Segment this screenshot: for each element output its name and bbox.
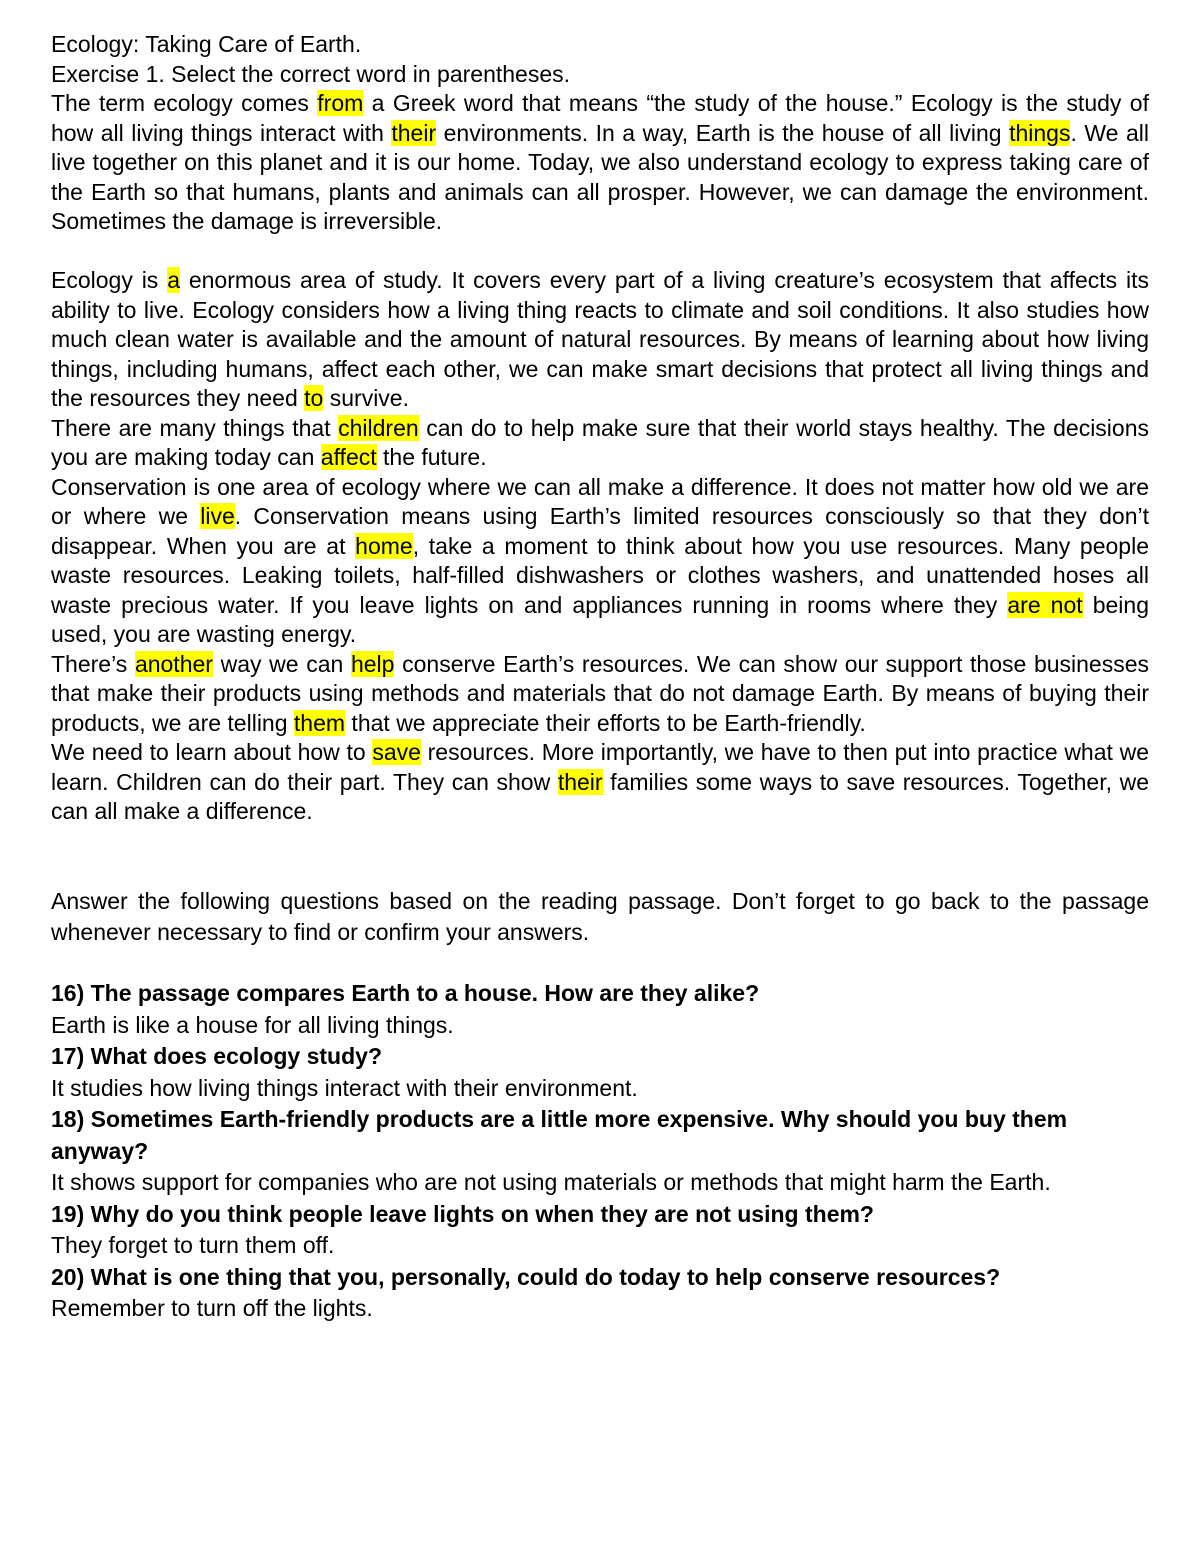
highlighted-answer-word: save: [372, 739, 421, 765]
question-20: 20) What is one thing that you, personally, could do today to help conserve resources?: [51, 1263, 1001, 1290]
passage-paragraph: [51, 738, 1149, 827]
answer-18: It shows support for companies who are not using materials or methods that might harm the Earth.: [51, 1169, 1051, 1195]
passage-text: resources. More importantly, we have to then put into practice what we learn. Children can do their part. They can show: [51, 739, 1149, 795]
passage-text: We need to learn about how to: [51, 739, 373, 765]
passage-paragraph: [51, 266, 1149, 414]
highlighted-answer-word: them: [293, 709, 346, 736]
passage-text: families some ways to save resources. Together, we can all make a difference.: [51, 768, 1150, 824]
passage-text: the future.: [376, 444, 487, 470]
passage-text: The term ecology comes: [51, 90, 318, 116]
passage-text: can do to help make sure that their world stays healthy. The decisions you are making today can: [51, 414, 1149, 470]
answer-19: They forget to turn them off.: [51, 1232, 335, 1258]
exercise-heading: Exercise 1. Select the correct word in parentheses.: [51, 60, 571, 87]
document-title: Ecology: Taking Care of Earth.: [51, 31, 362, 57]
passage-paragraph: [51, 650, 1149, 739]
passage-text: a Greek word that means “the study of the house.” Ecology is the study of how all living things interact with: [51, 90, 1149, 146]
question-17: 17) What does ecology study?: [51, 1043, 382, 1069]
highlighted-answer-word: home: [355, 532, 413, 559]
question-list: [51, 978, 1149, 1325]
highlighted-answer-word: are not: [1007, 591, 1083, 618]
question-18: 18) Sometimes Earth-friendly products are a little more expensive. Why should you buy them anyway?: [51, 1106, 1068, 1164]
passage: [51, 89, 1149, 827]
passage-text: enormous area of study. It covers every part of a living creature’s ecosystem that affects its ability to live. Ecology considers how a living thing reacts to climate and soil conditions. It also studies how much clean water is available and the amount of natural resources. By means of learning about how living things, including humans, affect each other, we can make smart decisions that protect all living things and the resources they need: [51, 267, 1150, 411]
passage-text: Conservation is one area of ecology where we can all make a difference. It does not matter how old we are or where we: [51, 473, 1149, 529]
answer-20: Remember to turn off the lights.: [51, 1295, 373, 1321]
passage-text: , take a moment to think about how you use resources. Many people waste resources. Leaking toilets, half-filled dishwashers or clothes washers, and unattended hoses all waste precious water. If you leave lights on and appliances running in rooms where they: [51, 532, 1149, 618]
answer-instructions: Answer the following questions based on the reading passage. Don’t forget to go back to the passage whenever necessary to find or confirm your answers.: [51, 887, 1149, 945]
highlighted-answer-word: live: [200, 503, 235, 529]
passage-text: environments. In a way, Earth is the house of all living: [436, 119, 1010, 146]
passage-text: There’s: [51, 650, 135, 677]
passage-text: . Conservation means using Earth’s limited resources consciously so that they don’t disappear. When you are at: [51, 503, 1149, 559]
passage-text: There are many things that: [51, 414, 339, 441]
highlighted-answer-word: to: [304, 385, 324, 411]
highlighted-answer-word: their: [557, 768, 603, 795]
passage-text: . We all live together on this planet and it is our home. Today, we also understand ecology to express taking care of the Earth so that humans, plants and animals can all prosper. However, we can damage the environment. Sometimes the damage is irreversible.: [51, 119, 1149, 234]
passage-text: conserve Earth’s resources. We can show our support those businesses that make their products using methods and materials that do not damage Earth. By means of buying their products, we are telling: [51, 650, 1150, 736]
highlighted-answer-word: help: [350, 650, 395, 677]
passage-text: survive.: [323, 385, 409, 411]
highlighted-answer-word: children: [338, 414, 419, 441]
passage-paragraph: [51, 473, 1149, 650]
question-19: 19) Why do you think people leave lights on when they are not using them?: [51, 1200, 874, 1227]
answer-17: It studies how living things interact with their environment.: [51, 1074, 638, 1101]
passage-text: that we appreciate their efforts to be Earth-friendly.: [345, 709, 866, 736]
passage-text: being used, you are wasting energy.: [51, 591, 1149, 647]
passage-text: Ecology is: [51, 267, 168, 293]
passage-paragraph: [51, 414, 1149, 473]
question-16: 16) The passage compares Earth to a house. How are they alike?: [51, 980, 760, 1006]
answer-16: Earth is like a house for all living things.: [51, 1011, 454, 1038]
passage-text: way we can: [212, 650, 351, 677]
highlighted-answer-word: a: [167, 267, 180, 293]
passage-paragraph: [51, 89, 1149, 237]
highlighted-answer-word: affect: [320, 444, 377, 470]
highlighted-answer-word: things: [1009, 119, 1071, 146]
highlighted-answer-word: from: [317, 90, 364, 116]
document-page: [51, 30, 1149, 1325]
highlighted-answer-word: their: [391, 119, 437, 146]
highlighted-answer-word: another: [134, 650, 213, 677]
